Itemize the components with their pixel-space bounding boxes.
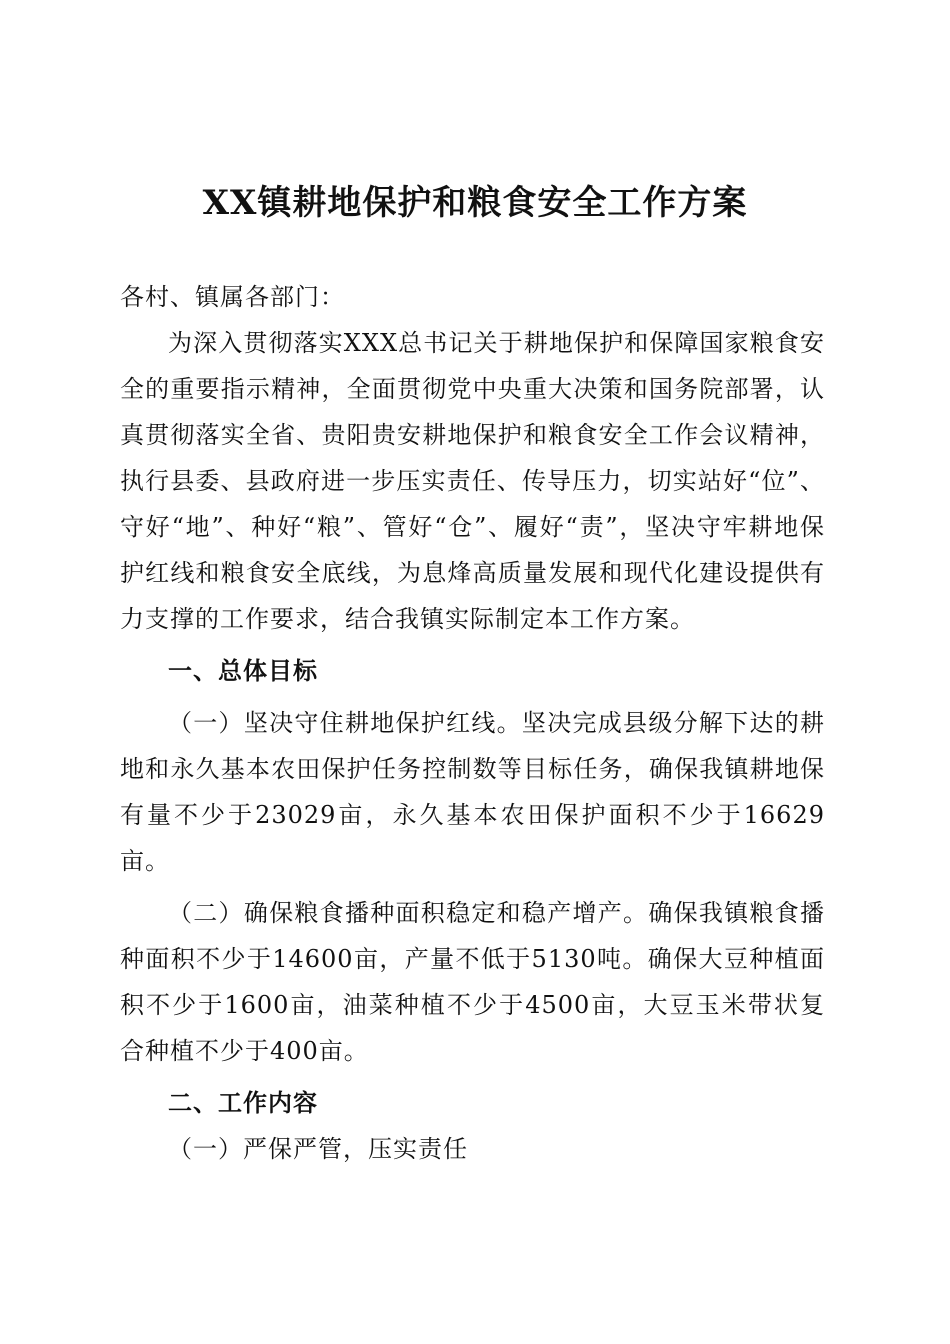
document-body: [120, 274, 825, 1172]
work-item-strict-protection: （一）严保严管，压实责任: [168, 1135, 468, 1163]
goal-item-farmland-protection: （一）坚决守住耕地保护红线。坚决完成县级分解下达的耕地和永久基本农田保护任务控制数等目标任务，确保我镇耕地保有量不少于23029亩，永久基本农田保护面积不少于16629亩。: [120, 709, 825, 875]
document-title: XX镇耕地保护和粮食安全工作方案: [202, 183, 748, 223]
intro-paragraph: 为深入贯彻落实XXX总书记关于耕地保护和保障国家粮食安全的重要指示精神，全面贯彻党中央重大决策和国务院部署，认真贯彻落实全省、贵阳贵安耕地保护和粮食安全工作会议精神，执行县委、县政府进一步压实责任、传导压力，切实站好“位”、守好“地”、种好“粮”、管好“仓”、履好“责”，坚决守牢耕地保护红线和粮食安全底线，为息烽高质量发展和现代化建设提供有力支撑的工作要求，结合我镇实际制定本工作方案。: [120, 329, 825, 633]
section-heading-overall-goals: 一、总体目标: [168, 657, 318, 685]
salutation: 各村、镇属各部门：: [120, 283, 345, 311]
goal-item-grain-production: （二）确保粮食播种面积稳定和稳产增产。确保我镇粮食播种面积不少于14600亩，产量不低于5130吨。确保大豆种植面积不少于1600亩，油菜种植不少于4500亩，大豆玉米带状复合种植不少于400亩。: [120, 899, 825, 1065]
section-heading-work-content: 二、工作内容: [168, 1089, 318, 1117]
